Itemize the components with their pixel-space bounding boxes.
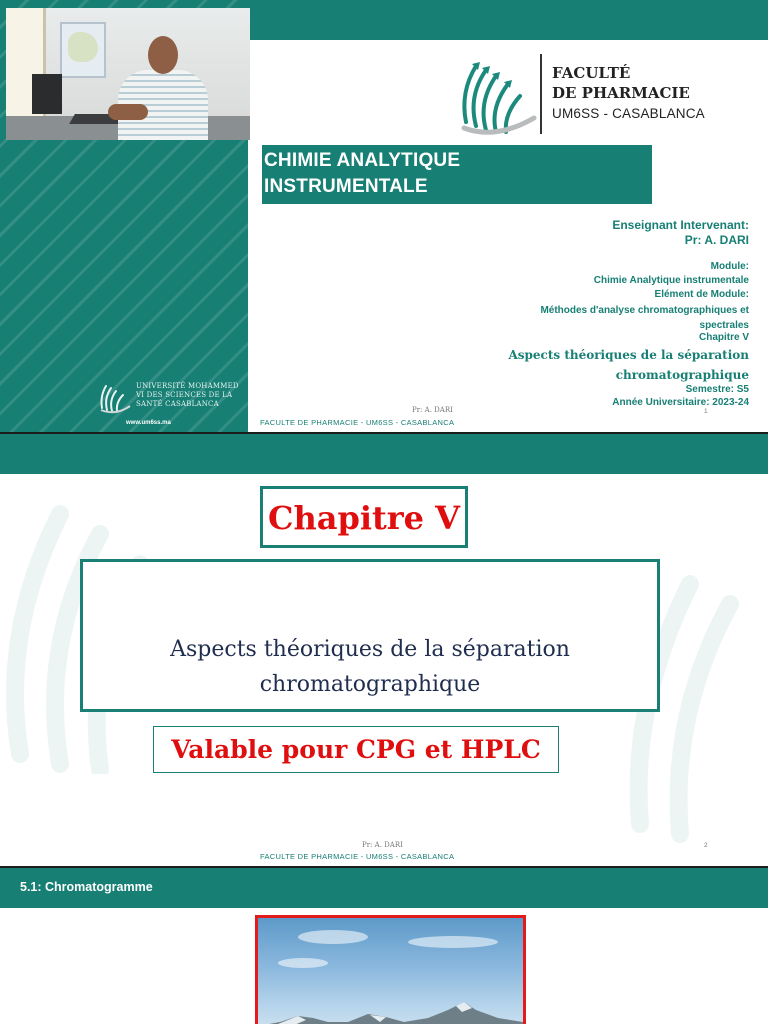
faculty-name-line2: DE PHARMACIE (552, 84, 690, 102)
module-label: Module: (710, 261, 749, 272)
mountain-image (255, 915, 526, 1024)
course-title-line2: INSTRUMENTALE (264, 176, 428, 197)
page-number: 1 (704, 408, 708, 415)
footer-text: FACULTE DE PHARMACIE - UM6SS - CASABLANCA (260, 418, 455, 427)
slide-3 (0, 868, 768, 1024)
mountain-silhouette (258, 918, 523, 1024)
slide-1 (0, 0, 768, 432)
chapter-subtitle-line1: Aspects théoriques de la séparation (170, 637, 570, 662)
section-title: 5.1: Chromatogramme (20, 880, 153, 894)
chapter-subtitle-box (80, 559, 660, 712)
slide-2 (0, 434, 768, 866)
chapter-topic: Aspects théoriques de la séparation chromatographique (508, 348, 749, 382)
university-name: UNIVERSITÉ MOHAMMED VI DES SCIENCES DE LA SANTÉ CASABLANCA (136, 382, 239, 408)
presenter-photo (6, 8, 250, 140)
enseignant-name: Pr: A. DARI (684, 233, 749, 247)
university-logo (98, 380, 248, 420)
enseignant-label: Enseignant Intervenant: (612, 218, 749, 232)
footer-author: Pr: A. DARI (412, 406, 453, 414)
semester: Semestre: S5 (685, 384, 749, 395)
chapter-subtitle-line2: chromatographique (259, 672, 481, 697)
scope-note: Valable pour CPG et HPLC (171, 735, 541, 764)
university-emblem-icon (98, 380, 132, 414)
scope-note-box (153, 726, 559, 773)
academic-year: Année Universitaire: 2023-24 (612, 397, 749, 408)
course-title-box (262, 145, 652, 204)
footer-author: Pr: A. DARI (362, 841, 403, 849)
element-value: Méthodes d'analyse chromatographiques et spectrales (540, 305, 749, 331)
logo-divider (540, 54, 542, 134)
faculty-emblem-icon (456, 52, 540, 138)
faculty-name-line3: UM6SS - CASABLANCA (552, 106, 705, 121)
course-title-line1: CHIMIE ANALYTIQUE (264, 150, 461, 171)
faculty-logo (456, 52, 756, 138)
university-url[interactable]: www.um6ss.ma (126, 420, 171, 426)
chapter-title-box (260, 486, 468, 548)
page-number: 2 (704, 842, 708, 849)
module-value: Chimie Analytique instrumentale (593, 275, 749, 286)
section-header-band (0, 868, 768, 908)
element-label: Elément de Module: (654, 289, 749, 300)
faculty-name-line1: FACULTÉ (552, 64, 631, 82)
chapter-label: Chapitre V (698, 332, 749, 343)
top-band (0, 434, 768, 474)
footer-text: FACULTE DE PHARMACIE - UM6SS - CASABLANCA (260, 852, 455, 861)
chapter-title: Chapitre V (268, 499, 460, 537)
